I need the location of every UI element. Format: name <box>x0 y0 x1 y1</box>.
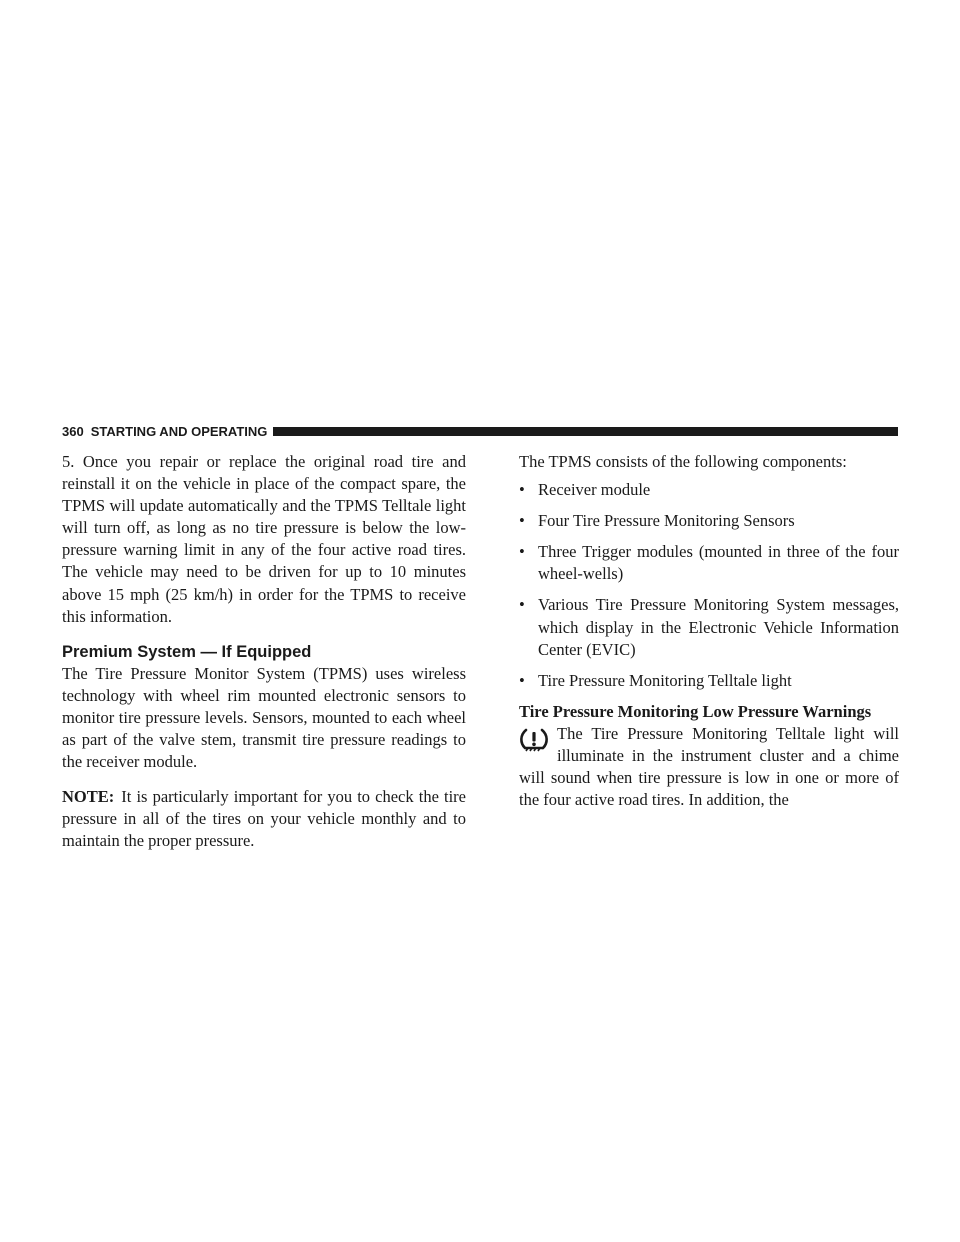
list-item: • Receiver module <box>519 479 899 501</box>
bullet: • <box>519 542 525 562</box>
bullet: • <box>519 511 525 531</box>
premium-system-paragraph: The Tire Pressure Monitor System (TPMS) uses wireless technology with wheel rim mounted electronic sensors to monitor tire pressure levels. Sensors, mounted to each wheel as part of the valve stem, transmit tire pressure readings to the receiver module. <box>62 663 466 772</box>
components-list <box>519 479 899 692</box>
list-item: • Three Trigger modules (mounted in three of the four wheel-wells) <box>519 542 899 584</box>
list-item: • Tire Pressure Monitoring Telltale light <box>519 670 899 692</box>
components-intro: The TPMS consists of the following components: <box>519 452 847 471</box>
section-title: STARTING AND OPERATING <box>90 423 268 439</box>
left-column <box>62 451 466 853</box>
bullet: • <box>519 480 525 500</box>
bullet: • <box>519 595 525 615</box>
warnings-block <box>519 723 899 811</box>
note-paragraph <box>62 786 466 852</box>
note-label: NOTE: <box>62 787 115 807</box>
premium-system-heading: Premium System — If Equipped <box>62 642 312 661</box>
note-text: It is particularly important for you to check the tire pressure in all of the tires on your vehicle monthly and to maintain the proper pressure. <box>62 787 466 851</box>
low-pressure-warnings-paragraph: The Tire Pressure Monitoring Telltale light will illuminate in the instrument cluster and a chime will sound when tire pressure is low in one or more of the four active road tires. In addition, the <box>519 723 899 810</box>
tire-pressure-warning-icon <box>519 727 549 753</box>
page-header <box>62 423 898 439</box>
page-number: 360 <box>62 423 84 439</box>
step-5-paragraph: 5. Once you repair or replace the original road tire and reinstall it on the vehicle in place of the compact spare, the TPMS will update automatically and the TPMS Telltale light will turn off, as long as no tire pressure is below the low-pressure warning limit in any of the four active road tires. The vehicle may need to be driven for up to 10 minutes above 15 mph (25 km/h) in order for the TPMS to receive this information. <box>62 452 466 626</box>
list-item: • Various Tire Pressure Monitoring System messages, which display in the Electronic Vehicle Information Center (EVIC) <box>519 595 899 659</box>
list-item: • Four Tire Pressure Monitoring Sensors <box>519 510 899 532</box>
right-column <box>519 451 899 811</box>
low-pressure-warnings-heading: Tire Pressure Monitoring Low Pressure Warnings <box>519 701 872 721</box>
header-rule <box>273 427 898 436</box>
bullet: • <box>519 670 525 690</box>
